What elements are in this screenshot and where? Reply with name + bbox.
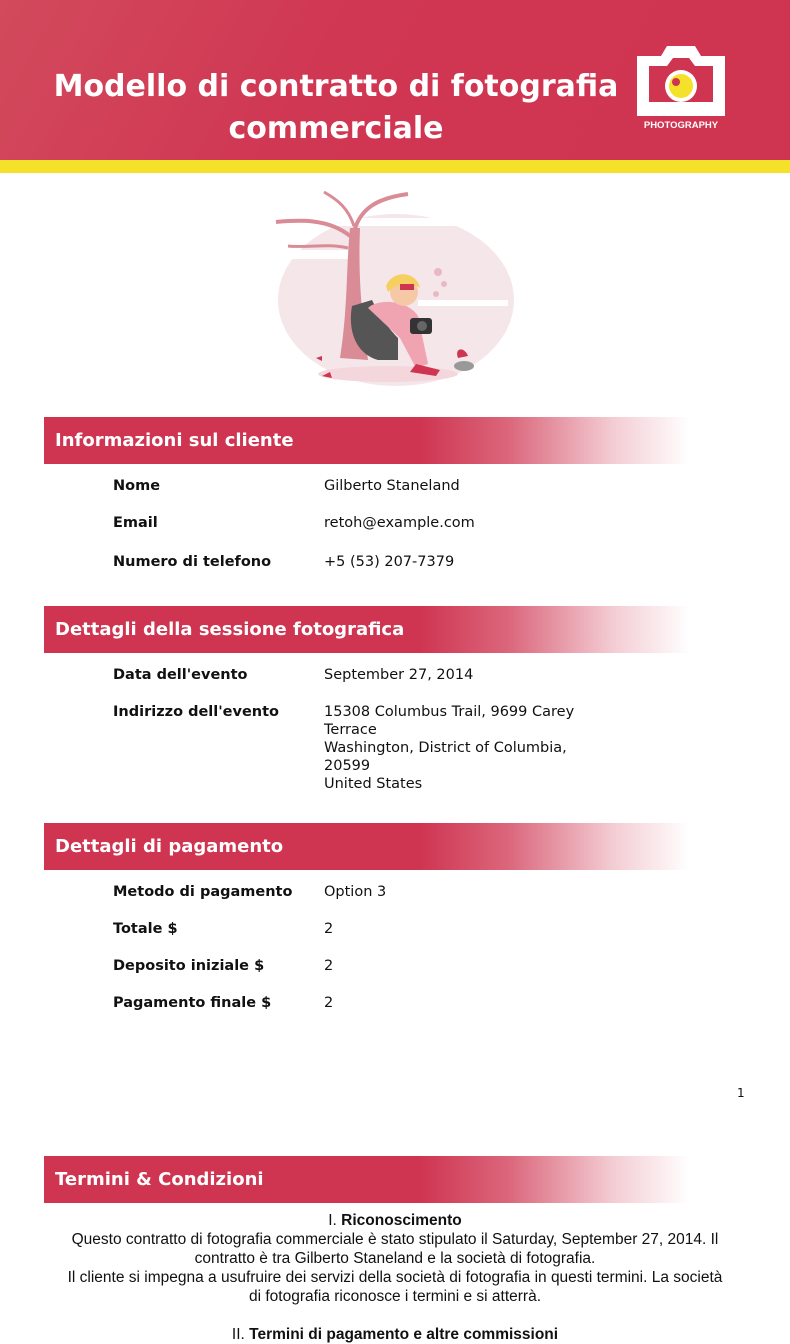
clause-number: II. [231, 1326, 245, 1343]
section-title: Termini & Condizioni [55, 1169, 264, 1190]
clause-text-line: Questo contratto di fotografia commerciale è stato stipulato il Saturday, September 27, 2014. Il [71, 1231, 719, 1248]
clause-heading [44, 1211, 746, 1230]
header-accent-stripe [0, 160, 790, 173]
address-line: 20599 [324, 758, 371, 774]
page-number: 1 [737, 1086, 745, 1100]
final-payment-label: Pagamento finale $ [113, 995, 272, 1011]
clause-title: Riconoscimento [341, 1212, 462, 1229]
page-title: Modello di contratto di fotografia commerciale [53, 69, 619, 146]
deposit-label: Deposito iniziale $ [113, 958, 265, 974]
payment-method-label: Metodo di pagamento [113, 884, 293, 900]
address-line: Terrace [324, 722, 377, 738]
clause-text-line: contratto è tra Gilberto Staneland e la società di fotografia. [194, 1250, 596, 1267]
address-line: United States [324, 776, 423, 792]
total-label: Totale $ [113, 921, 178, 937]
photographer-illustration [268, 188, 522, 390]
clause-text-line: Il cliente si impegna a usufruire dei servizi della società di fotografia in questi termini. La società [67, 1269, 723, 1286]
name-label: Nome [113, 478, 161, 494]
event-address-value [324, 703, 594, 793]
address-line: Washington, District of Columbia, [324, 740, 567, 756]
clause-number: I. [328, 1212, 337, 1229]
terms-body [44, 1211, 746, 1344]
camera-icon [635, 44, 727, 134]
session-details-header [44, 606, 690, 653]
email-value: retoh@example.com [324, 515, 475, 531]
section-title: Dettagli di pagamento [55, 836, 284, 857]
event-date-label: Data dell'evento [113, 667, 248, 683]
logo-text: PHOTOGRAPHY [643, 120, 719, 131]
clause-heading [44, 1325, 746, 1344]
payment-method-value: Option 3 [324, 884, 387, 900]
name-value: Gilberto Staneland [324, 478, 460, 494]
clause-title: Termini di pagamento e altre commissioni [249, 1326, 559, 1343]
clause-text-line: di fotografia riconosce i termini e si atterrà. [248, 1288, 542, 1305]
client-info-header [44, 417, 690, 464]
event-address-label: Indirizzo dell'evento [113, 704, 280, 720]
final-payment-value: 2 [324, 995, 334, 1011]
section-title: Dettagli della sessione fotografica [55, 619, 405, 640]
phone-value: +5 (53) 207-7379 [324, 554, 455, 570]
event-date-value: September 27, 2014 [324, 667, 474, 683]
total-value: 2 [324, 921, 334, 937]
email-label: Email [113, 515, 158, 531]
payment-details-header [44, 823, 690, 870]
phone-label: Numero di telefono [113, 554, 272, 570]
terms-header [44, 1156, 690, 1203]
section-title: Informazioni sul cliente [55, 430, 294, 451]
deposit-value: 2 [324, 958, 334, 974]
address-line: 15308 Columbus Trail, 9699 Carey [324, 704, 575, 720]
